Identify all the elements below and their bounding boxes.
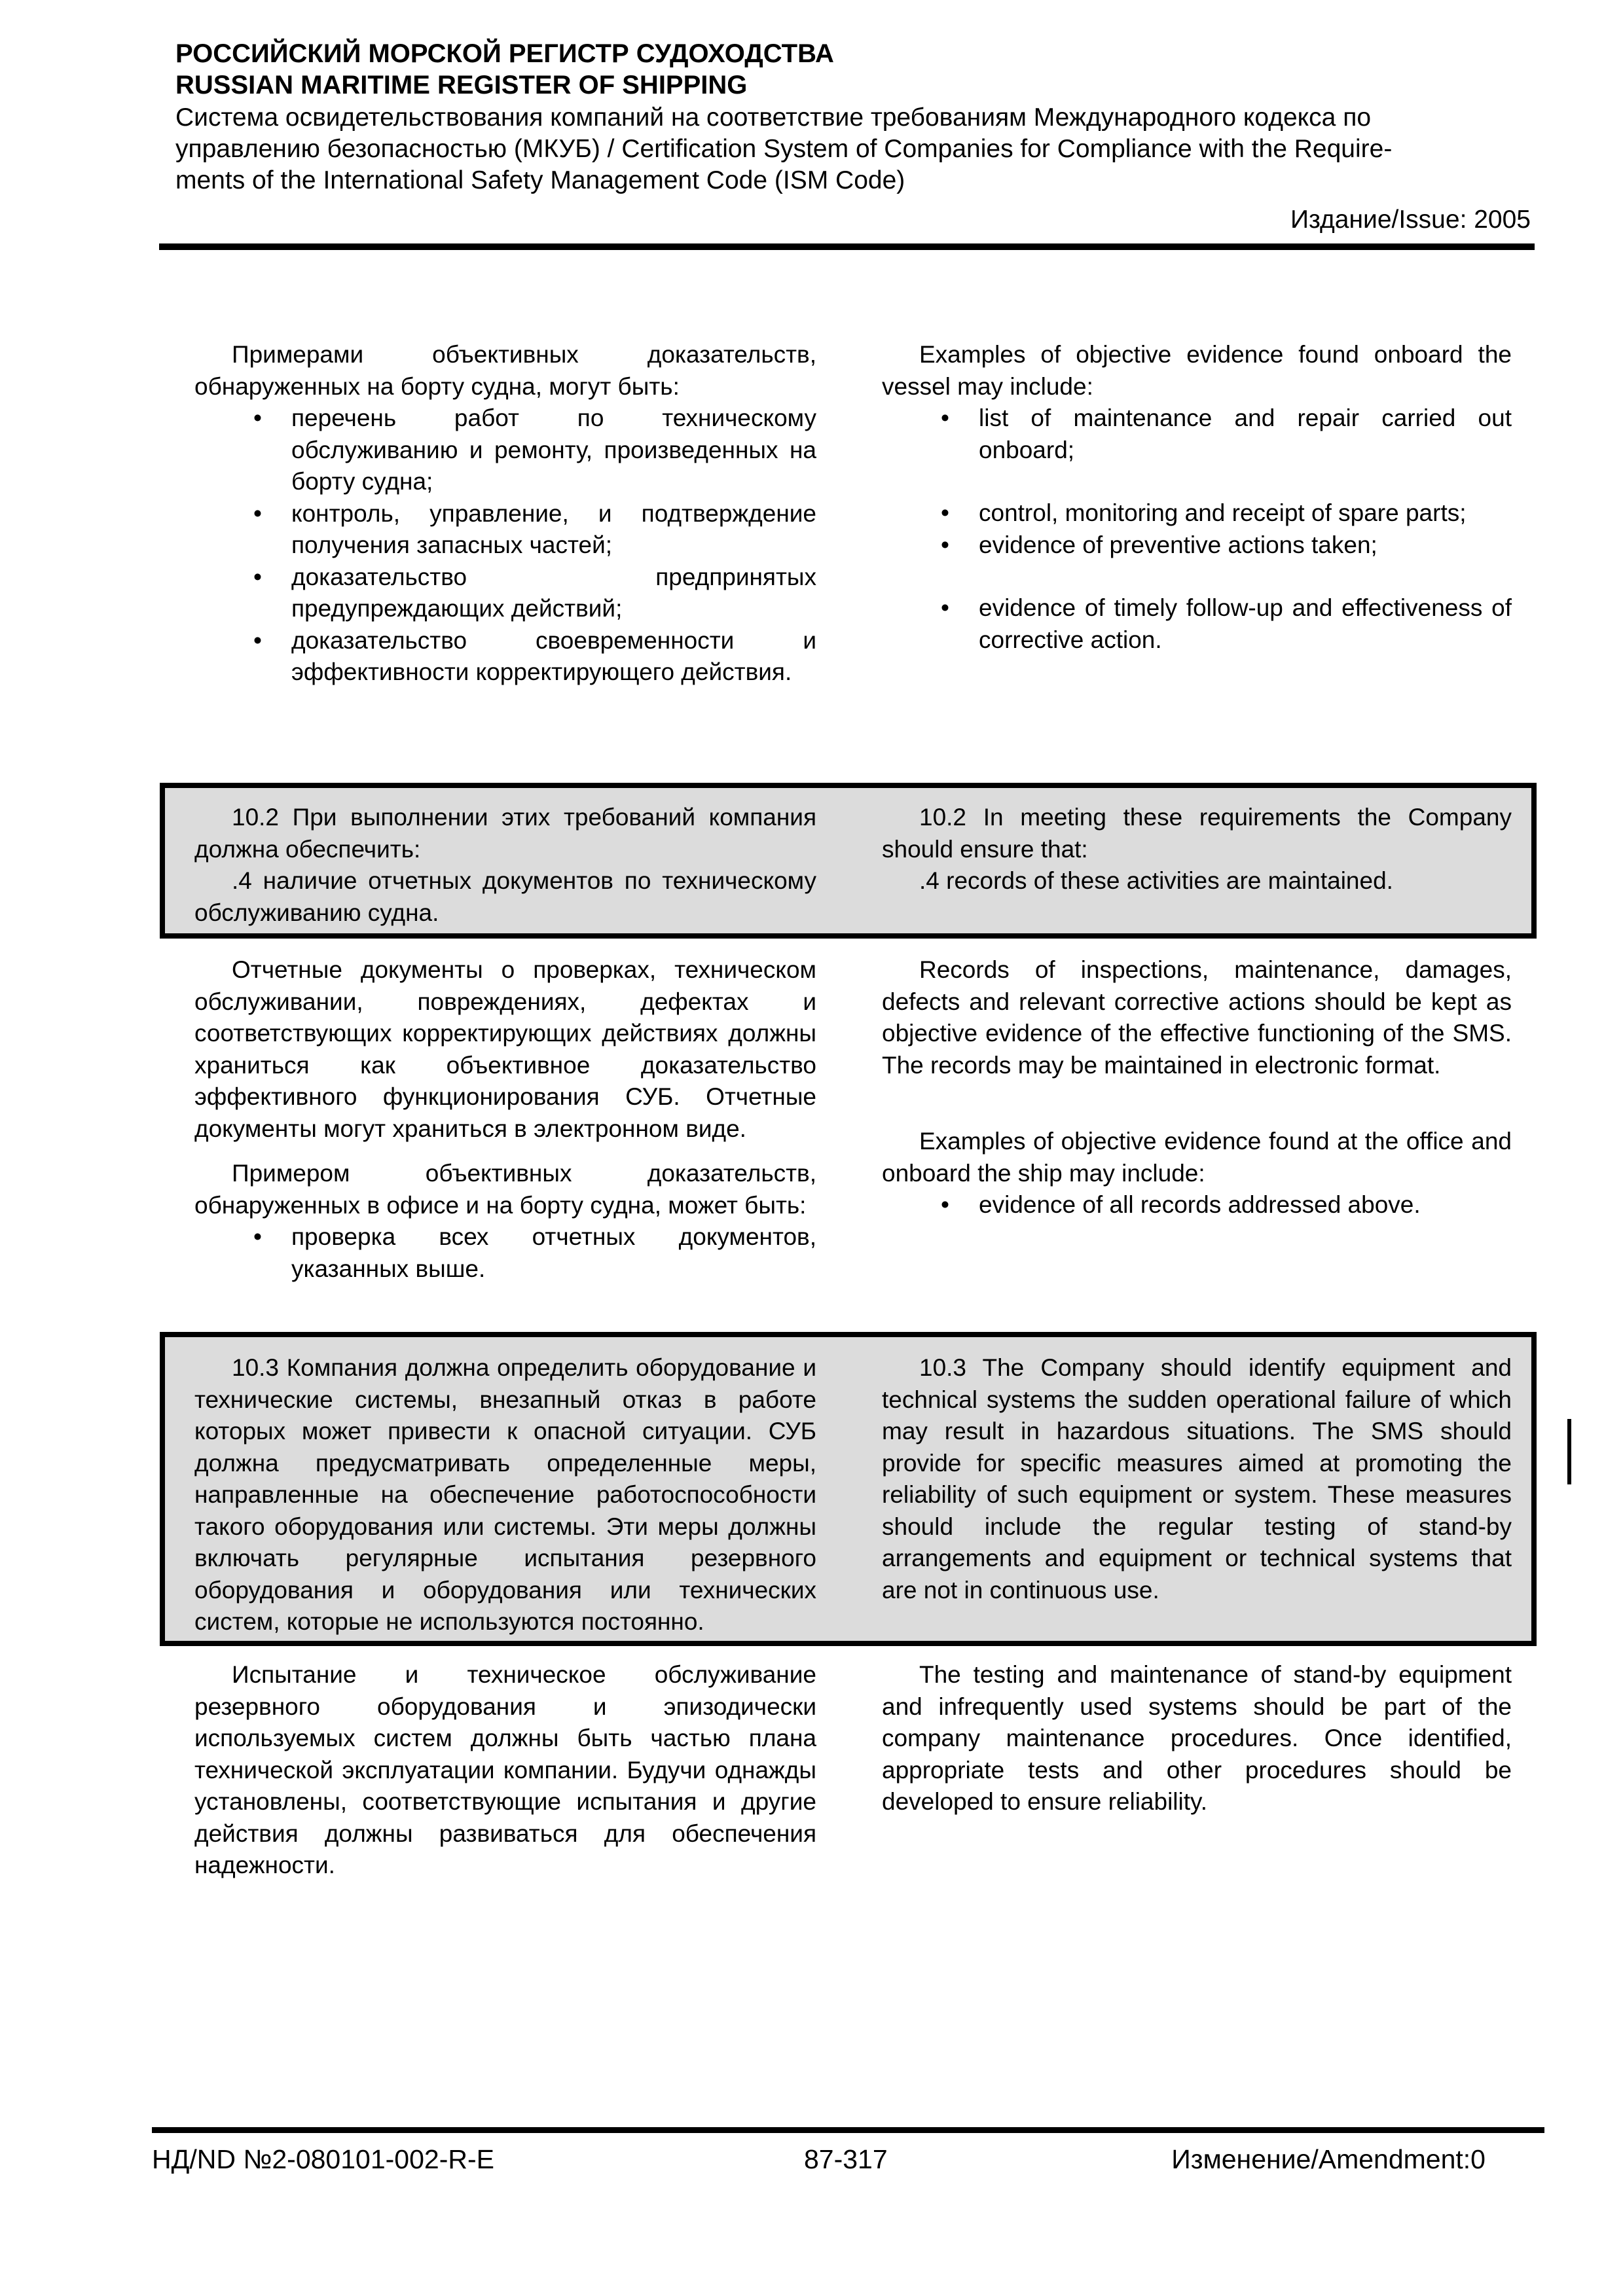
bullet-icon: • [941,531,949,558]
s3-en-column [882,1659,1512,1818]
box2-en-text [882,1352,1512,1606]
bullet-icon: • [253,626,262,654]
list-item: • evidence of all records addressed above. [882,1189,1512,1221]
list-item: • доказательство предпринятых предупреждающих действий; [194,562,816,625]
box1-en-text [882,802,1512,897]
s2-en-list [882,1189,1512,1221]
page-number: 87-317 [804,2144,888,2174]
bullet-icon: • [941,404,949,431]
bullet-icon: • [941,594,949,621]
document-number: НД/ND №2-080101-002-R-E [152,2144,494,2174]
bullet-icon: • [253,404,262,431]
list-item: • контроль, управление, и подтверждение получения запасных частей; [194,498,816,562]
header-title-en: RUSSIAN MARITIME REGISTER OF SHIPPING [175,71,748,99]
s1-en-intro: Examples of objective evidence found onboard the vessel may include: [882,341,1512,400]
s1-ru-column [194,339,816,689]
s3-en-p: The testing and maintenance of stand-by equipment and infrequently used systems should be part of the company maintenance procedures. Once identified, appropriate tests and other procedures should be developed to ensure reliability. [882,1661,1512,1815]
s2-ru-list [194,1221,816,1285]
list-item: • перечень работ по техническому обслуживанию и ремонту, произведенных на борту судна; [194,403,816,498]
box2-ru-text [194,1352,816,1638]
list-item: • list of maintenance and repair carried out onboard; [882,403,1512,466]
box2-en-p: 10.3 The Company should identify equipment and technical systems the sudden operational failure of which may result in hazardous situations. The SMS should provide for specific measures aimed at promoting the reliability of such equipment or system. These measures should include the regular testing of stand-by arrangements and equipment or technical systems that are not in continuous use. [882,1354,1512,1604]
bullet-icon: • [253,499,262,527]
box1-en-p2: .4 records of these activities are maintained. [919,867,1393,894]
list-item: • доказательство своевременности и эффективности корректирующего действия. [194,625,816,689]
s1-ru-list [194,403,816,689]
s1-en-list [882,403,1512,656]
s1-en-column [882,339,1512,656]
s2-ru-p1: Отчетные документы о проверках, техническом обслуживании, повреждениях, дефектах и соответствующих корректирующих действиях должны храниться как объективное доказательство эффективного функционирования СУБ. Отчетные документы могут храниться в электронном виде. [194,956,816,1142]
header-rule [159,243,1535,250]
header-subtitle-line: Система освидетельствования компаний на соответствие требованиям Международного кодекса по [175,103,1372,132]
bullet-icon: • [941,499,949,526]
s3-ru-column [194,1659,816,1882]
amendment-label: Изменение/Amendment:0 [1171,2144,1486,2174]
bullet-icon: • [253,1223,262,1250]
box1-ru-p2: .4 наличие отчетных документов по техническому обслуживанию судна. [194,867,816,926]
s3-ru-p: Испытание и техническое обслуживание резервного оборудования и эпизодически используемых систем должны быть частью плана технической эксплуатации компании. Будучи однажды установлены, соответствующие испытания и другие действия должны развиваться для обеспечения надежности. [194,1661,816,1878]
header-subtitle [175,102,1531,196]
bullet-icon: • [941,1191,949,1218]
list-item: • evidence of timely follow-up and effectiveness of corrective action. [882,592,1512,656]
box1-en-p1: 10.2 In meeting these requirements the Company should ensure that: [882,804,1512,863]
header-title-ru: РОССИЙСКИЙ МОРСКОЙ РЕГИСТР СУДОХОДСТВА [175,39,834,68]
footer-rule [152,2127,1544,2133]
s2-ru-p2: Примером объективных доказательств, обнаруженных в офисе и на борту судна, может быть: [194,1160,816,1219]
box2-ru-p: 10.3 Компания должна определить оборудование и технические системы, внезапный отказ в работе которых может привести к опасной ситуации. СУБ должна предусматривать определенные меры, направленные на обеспечение работоспособности такого оборудования или системы. Эти меры должны включать регулярные испытания резервного оборудования и оборудования или технических систем, которые не используются постоянно. [194,1354,816,1635]
list-item: • evidence of preventive actions taken; [882,529,1512,562]
bullet-icon: • [253,563,262,590]
page-header [175,38,1531,236]
change-bar [1567,1419,1571,1484]
s2-ru-column [194,954,816,1285]
list-item: • control, monitoring and receipt of spare parts; [882,497,1512,529]
box1-ru-p1: 10.2 При выполнении этих требований компания должна обеспечить: [194,804,816,863]
header-subtitle-line: управлению безопасностью (МКУБ) / Certification System of Companies for Compliance with the Require- [175,135,1393,163]
s2-en-p1: Records of inspections, maintenance, damages, defects and relevant corrective actions should be kept as objective evidence of the effective functioning of the SMS. The records may be maintained in electronic format. [882,956,1512,1079]
box1-ru-text [194,802,816,929]
s2-en-p2: Examples of objective evidence found at the office and onboard the ship may include: [882,1128,1512,1187]
list-item: • проверка всех отчетных документов, указанных выше. [194,1221,816,1285]
s1-ru-intro: Примерами объективных доказательств, обнаруженных на борту судна, могут быть: [194,341,816,400]
header-subtitle-line: ments of the International Safety Management Code (ISM Code) [175,166,905,194]
issue-label: Издание/Issue: 2005 [1290,206,1531,234]
s2-en-column [882,954,1512,1221]
